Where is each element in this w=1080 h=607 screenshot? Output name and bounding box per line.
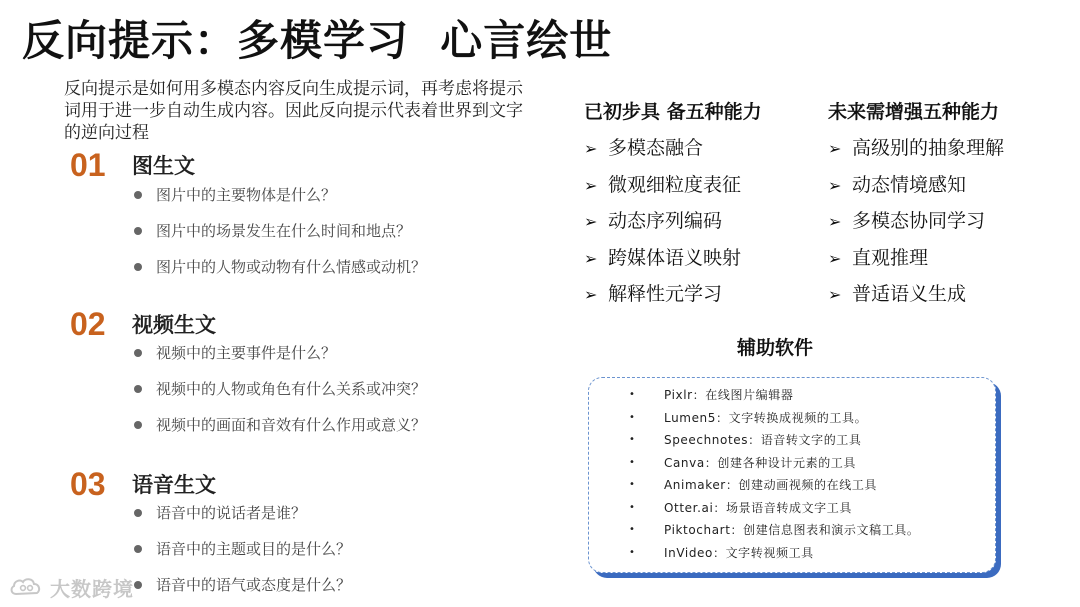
tool-text: Pixlr：在线图片编辑器 [664,388,794,402]
chevron-right-icon: ➢ [828,139,842,158]
section-title: 语音生文 [132,473,216,497]
question-text: 图片中的场景发生在什么时间和地点？ [156,222,412,240]
future-capabilities-heading: 未来需增强五种能力 [828,101,1000,123]
bullet-icon [134,349,142,357]
capability-text: 多模态协同学习 [852,210,986,232]
bullet-icon: • [629,479,636,490]
chevron-right-icon: ➢ [584,212,598,231]
bullet-icon [134,191,142,199]
section-title: 图生文 [132,154,195,178]
question-list [70,335,426,443]
intro-paragraph: 反向提示是如何用多模态内容反向生成提示词，再考虑将提示词用于进一步自动生成内容。因此反向提示代表着世界到文字的逆向过程 [64,79,523,143]
section-video-to-text [70,304,426,443]
bullet-icon [134,421,142,429]
section-image-to-text [70,145,426,285]
bullet-icon [134,385,142,393]
capability-text: 跨媒体语义映射 [608,246,742,269]
capability-text: 高级别的抽象理解 [852,137,1005,159]
chevron-right-icon: ➢ [584,285,598,304]
tools-title: 辅助软件 [736,337,813,359]
section-number: 02 [70,305,106,342]
capability-text: 动态情境感知 [852,173,967,196]
bullet-icon [134,263,142,271]
tool-text: Canva：创建各种设计元素的工具 [664,455,856,470]
capability-item [584,130,762,167]
tools-box [588,377,996,573]
question-item [70,249,426,285]
tool-text: Otter.ai：场景语音转成文字工具 [664,500,852,515]
bullet-icon: • [629,456,636,468]
tool-text: Piktochart：创建信息图表和演示文稿工具。 [664,523,920,537]
bullet-icon: • [629,501,636,513]
capability-item [828,130,1004,167]
current-capabilities [584,96,762,313]
current-capabilities-heading: 已初步具 备五种能力 [584,101,762,123]
watermark-text: 大数跨境 [50,576,134,601]
bullet-icon [134,509,142,517]
chevron-right-icon: ➢ [828,175,842,195]
chevron-right-icon: ➢ [828,212,842,231]
capability-text: 解释性元学习 [608,283,723,305]
question-item [70,213,426,249]
capability-text: 动态序列编码 [608,210,723,232]
question-text: 语音中的主题或目的是什么？ [156,540,352,558]
chevron-right-icon: ➢ [828,285,842,304]
capability-item [584,167,762,204]
question-item [70,371,426,407]
question-item [70,531,351,567]
question-item [70,335,426,371]
tool-text: Speechnotes：语音转文字的工具 [664,433,862,447]
tool-text: Lumen5：文字转换成视频的工具。 [664,410,868,425]
bullet-icon: • [629,389,636,400]
section-title: 视频生文 [132,313,216,337]
watermark [8,572,134,602]
bullet-icon: • [629,434,636,445]
capability-item [584,203,762,240]
future-capabilities [828,96,1004,313]
page-title: 反向提示：多模学习 心言绘世 [22,16,613,65]
section-number: 01 [70,146,106,183]
question-text: 语音中的说话者是谁？ [156,504,307,522]
chevron-right-icon: ➢ [584,175,598,195]
capability-text: 微观细粒度表征 [608,173,742,196]
capability-item [584,276,762,313]
question-text: 视频中的主要事件是什么？ [156,344,337,362]
question-text: 语音中的语气或态度是什么？ [156,576,352,594]
bullet-icon: • [629,524,636,535]
chevron-right-icon: ➢ [584,248,598,268]
question-text: 图片中的主要物体是什么？ [156,186,337,204]
cloud-logo-icon [8,575,44,599]
bullet-icon: • [629,546,636,558]
tool-text: Animaker：创建动画视频的在线工具 [664,478,878,492]
capability-item [828,167,1004,204]
question-text: 视频中的画面和音效有什么作用或意义？ [156,416,427,434]
bullet-icon [134,545,142,553]
capability-item [584,240,762,277]
question-item [70,407,426,443]
capability-item [828,203,1004,240]
question-list [70,177,426,285]
capability-text: 普适语义生成 [852,283,967,305]
question-item [70,177,426,213]
bullet-icon [134,581,142,589]
capability-item [828,276,1004,313]
capability-item [828,240,1004,277]
bullet-icon: • [629,411,636,423]
chevron-right-icon: ➢ [828,248,842,268]
question-item [70,495,351,531]
capability-text: 多模态融合 [608,137,704,159]
bullet-icon [134,227,142,235]
chevron-right-icon: ➢ [584,139,598,158]
tool-text: InVideo：文字转视频工具 [664,545,814,560]
question-text: 图片中的人物或动物有什么情感或动机？ [156,258,427,276]
question-text: 视频中的人物或角色有什么关系或冲突？ [156,380,427,398]
capability-text: 直观推理 [852,246,929,269]
section-number: 03 [70,465,106,502]
